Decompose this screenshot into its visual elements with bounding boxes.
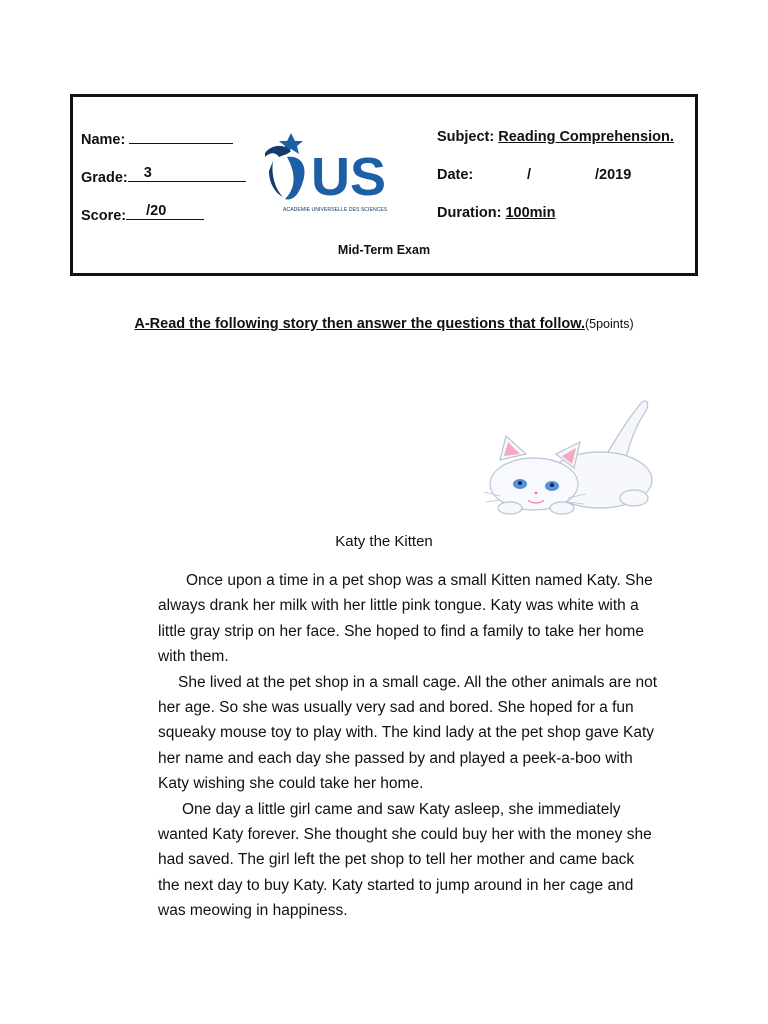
name-field: [81, 129, 233, 148]
logo-subtext: ACADEMIE UNIVERSELLE DES SCIENCES: [283, 207, 388, 213]
date-label: Date:: [437, 167, 474, 183]
instructions-text: A-Read the following story then answer the questions that follow.: [134, 316, 585, 332]
grade-blank[interactable]: [128, 167, 246, 182]
exam-header: [70, 94, 698, 276]
subject-label: Subject:: [437, 129, 495, 145]
name-blank[interactable]: [129, 129, 233, 144]
story-paragraph: She lived at the pet shop in a small cage. All the other animals are not her age. So she was usually very sad and bored. She hoped for a fun squeaky mouse toy to play with. The kind lady at the pet shop gave Katy her name and each day she passed by and played a peek-a-boo with Katy wishing she could take her home.: [158, 673, 658, 793]
subject-value: Reading Comprehension.: [498, 129, 674, 145]
date-year: /2019: [595, 167, 632, 183]
instructions-points: (5points): [584, 317, 634, 331]
duration-field: [437, 205, 555, 221]
duration-value: 100min: [505, 205, 556, 221]
score-label: Score:: [81, 208, 127, 224]
date-separator: /: [527, 167, 532, 183]
instructions: [0, 316, 768, 332]
exam-title: Mid-Term Exam: [337, 243, 431, 257]
story-body: [158, 568, 658, 924]
kitten-illustration: [480, 392, 660, 522]
duration-label: Duration:: [437, 205, 502, 221]
score-blank[interactable]: [126, 205, 204, 220]
subject-field: [437, 129, 674, 145]
name-label: Name:: [81, 132, 126, 148]
story-paragraph: One day a little girl came and saw Katy asleep, she immediately wanted Katy forever. She thought she could buy her with the money she had saved. The girl left the pet shop to tell her mother and came back the next day to buy Katy. Katy started to jump around in her cage and was meowing in happiness.: [158, 800, 652, 920]
grade-label: Grade:: [81, 170, 128, 186]
story-title: Katy the Kitten: [335, 533, 433, 550]
score-field: [81, 205, 204, 224]
logo-text: US: [311, 147, 387, 207]
kitten-icon: [480, 392, 660, 522]
score-value: /20: [146, 203, 167, 219]
logo-graphic: [261, 127, 421, 215]
grade-field: [81, 167, 246, 186]
academy-logo: [261, 127, 421, 215]
date-field: [437, 167, 632, 183]
grade-value: 3: [143, 165, 152, 181]
story-paragraph: Once upon a time in a pet shop was a small Kitten named Katy. She always drank her milk with her little pink tongue. Katy was white with a little gray strip on her face. She hoped to find a family to take her home with them.: [158, 572, 653, 666]
